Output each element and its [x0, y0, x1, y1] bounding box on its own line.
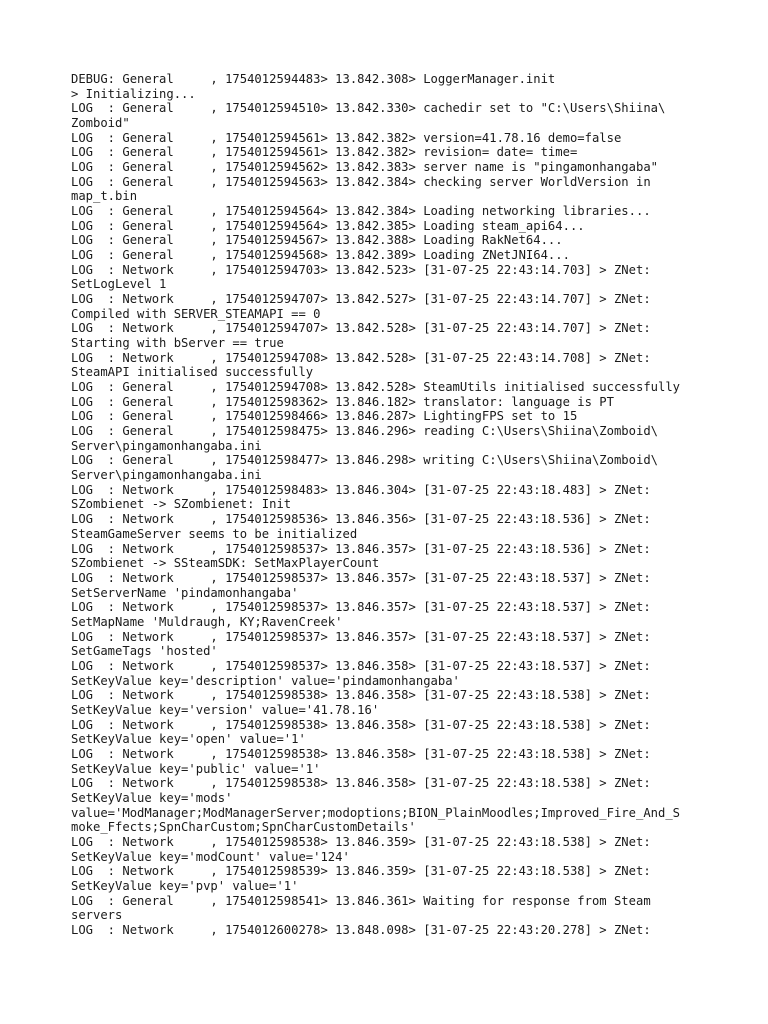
log-line: LOG : Network , 1754012594703> 13.842.523> [31-07-25 22:43:14.703] > ZNet: — [71, 262, 651, 277]
log-line: LOG : General , 1754012594561> 13.842.382> revision= date= time= — [71, 145, 578, 160]
log-line: moke_Ffects;SpnCharCustom;SpnCharCustomDetails' — [71, 820, 416, 835]
log-line: LOG : Network , 1754012598539> 13.846.359> [31-07-25 22:43:18.538] > ZNet: — [71, 864, 651, 879]
log-line: SetGameTags 'hosted' — [71, 644, 218, 659]
log-line: LOG : Network , 1754012598538> 13.846.358> [31-07-25 22:43:18.538] > ZNet: — [71, 746, 651, 761]
log-line: SetKeyValue key='mods' — [71, 790, 233, 805]
log-line: LOG : Network , 1754012600278> 13.848.098> [31-07-25 22:43:20.278] > ZNet: — [71, 922, 651, 937]
log-line: SetKeyValue key='pvp' value='1' — [71, 878, 299, 893]
log-line: LOG : General , 1754012594708> 13.842.528> SteamUtils initialised successfully — [71, 380, 681, 395]
log-line: SZombienet -> SSteamSDK: SetMaxPlayerCount — [71, 556, 380, 571]
log-line: value='ModManager;ModManagerServer;modoptions;BION_PlainMoodles;Improved_Fire_And_S — [71, 805, 681, 820]
log-line: LOG : Network , 1754012598537> 13.846.358> [31-07-25 22:43:18.537] > ZNet: — [71, 658, 651, 673]
log-line: LOG : Network , 1754012598536> 13.846.356> [31-07-25 22:43:18.536] > ZNet: — [71, 512, 651, 527]
log-line: LOG : General , 1754012594564> 13.842.384> Loading networking libraries... — [71, 204, 651, 219]
log-line: LOG : General , 1754012594563> 13.842.384> checking server WorldVersion in — [71, 174, 651, 189]
log-line: map_t.bin — [71, 189, 138, 204]
log-line: LOG : General , 1754012594562> 13.842.383> server name is "pingamonhangaba" — [71, 160, 658, 175]
log-line: LOG : General , 1754012598477> 13.846.298> writing C:\Users\Shiina\Zomboid\ — [71, 453, 658, 468]
log-line: Server\pingamonhangaba.ini — [71, 438, 262, 453]
log-line: Zomboid" — [71, 116, 130, 131]
log-line: LOG : Network , 1754012598537> 13.846.357> [31-07-25 22:43:18.537] > ZNet: — [71, 600, 651, 615]
log-line: LOG : General , 1754012598475> 13.846.296> reading C:\Users\Shiina\Zomboid\ — [71, 424, 658, 439]
log-line: DEBUG: General , 1754012594483> 13.842.308> LoggerManager.init — [71, 72, 556, 86]
log-line: LOG : Network , 1754012598483> 13.846.304> [31-07-25 22:43:18.483] > ZNet: — [71, 482, 651, 497]
log-line: LOG : Network , 1754012598538> 13.846.358> [31-07-25 22:43:18.538] > ZNet: — [71, 776, 651, 791]
log-line: LOG : Network , 1754012594707> 13.842.528> [31-07-25 22:43:14.707] > ZNet: — [71, 321, 651, 336]
log-line: Compiled with SERVER_STEAMAPI == 0 — [71, 306, 321, 321]
log-line: LOG : General , 1754012594564> 13.842.385> Loading steam_api64... — [71, 218, 585, 233]
log-line: SetServerName 'pindamonhangaba' — [71, 585, 299, 600]
log-line: SZombienet -> SZombienet: Init — [71, 497, 292, 512]
log-line: LOG : General , 1754012598541> 13.846.361> Waiting for response from Steam — [71, 893, 651, 908]
log-line: SetKeyValue key='description' value='pindamonhangaba' — [71, 673, 460, 688]
log-line: Server\pingamonhangaba.ini — [71, 468, 262, 483]
log-line: LOG : General , 1754012594568> 13.842.389> Loading ZNetJNI64... — [71, 248, 570, 263]
log-line: LOG : General , 1754012594567> 13.842.388> Loading RakNet64... — [71, 233, 563, 248]
log-line: SetKeyValue key='version' value='41.78.16' — [71, 702, 380, 717]
log-line: LOG : Network , 1754012598538> 13.846.358> [31-07-25 22:43:18.538] > ZNet: — [71, 688, 651, 703]
log-line: LOG : Network , 1754012598537> 13.846.357> [31-07-25 22:43:18.537] > ZNet: — [71, 629, 651, 644]
log-line: SetKeyValue key='open' value='1' — [71, 732, 306, 747]
log-line: Starting with bServer == true — [71, 336, 284, 351]
log-line: SetKeyValue key='public' value='1' — [71, 761, 321, 776]
log-line: LOG : General , 1754012598466> 13.846.287> LightingFPS set to 15 — [71, 409, 578, 424]
log-line: LOG : Network , 1754012598537> 13.846.357> [31-07-25 22:43:18.536] > ZNet: — [71, 541, 651, 556]
log-line: > Initializing... — [71, 86, 196, 101]
log-line: LOG : Network , 1754012598537> 13.846.357> [31-07-25 22:43:18.537] > ZNet: — [71, 570, 651, 585]
log-line: servers — [71, 908, 123, 923]
log-line: SteamGameServer seems to be initialized — [71, 526, 358, 541]
log-line: SetMapName 'Muldraugh, KY;RavenCreek' — [71, 614, 343, 629]
log-line: SteamAPI initialised successfully — [71, 365, 314, 380]
log-line: LOG : Network , 1754012594707> 13.842.527> [31-07-25 22:43:14.707] > ZNet: — [71, 292, 651, 307]
log-line: SetKeyValue key='modCount' value='124' — [71, 849, 350, 864]
log-line: LOG : Network , 1754012594708> 13.842.528> [31-07-25 22:43:14.708] > ZNet: — [71, 350, 651, 365]
log-line: LOG : Network , 1754012598538> 13.846.359> [31-07-25 22:43:18.538] > ZNet: — [71, 834, 651, 849]
log-line: LOG : General , 1754012598362> 13.846.182> translator: language is PT — [71, 394, 614, 409]
log-line: LOG : Network , 1754012598538> 13.846.358> [31-07-25 22:43:18.538] > ZNet: — [71, 717, 651, 732]
log-line: SetLogLevel 1 — [71, 277, 167, 292]
log-line: LOG : General , 1754012594561> 13.842.382> version=41.78.16 demo=false — [71, 130, 622, 145]
log-line: LOG : General , 1754012594510> 13.842.330> cachedir set to "C:\Users\Shiina\ — [71, 101, 666, 116]
log-text-block — [71, 72, 711, 938]
